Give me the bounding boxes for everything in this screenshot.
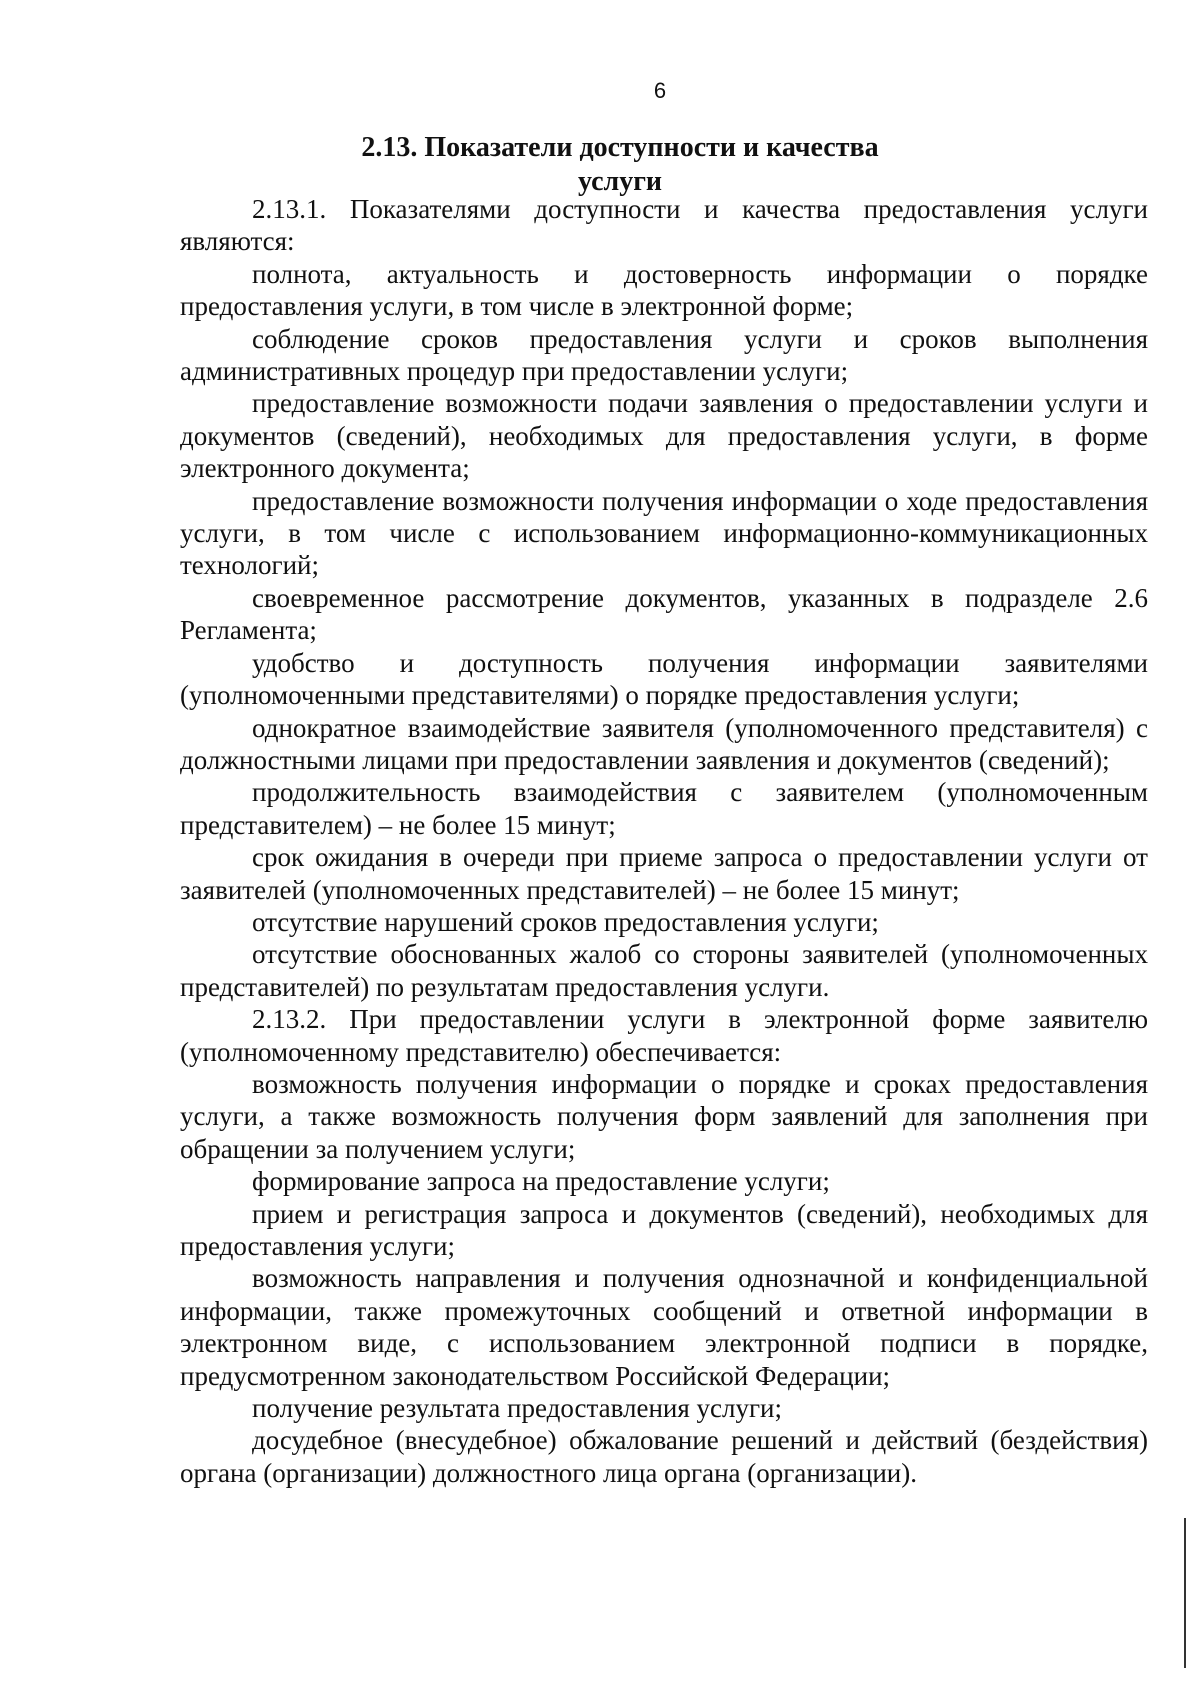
- paragraph: срок ожидания в очереди при приеме запроса о предоставлении услуги от заявителей (уполномоченных представителей) – не более 15 минут;: [180, 842, 1148, 905]
- section-title: 2.13. Показатели доступности и качества услуги: [361, 132, 879, 197]
- paragraph: предоставление возможности получения информации о ходе предоставления услуги, в том числе с использованием информационно-коммуникационных технологий;: [180, 485, 1148, 581]
- paragraph: 2.13.1. Показателями доступности и качества предоставления услуги являются:: [180, 194, 1148, 257]
- paragraph: соблюдение сроков предоставления услуги и сроков выполнения административных процедур при предоставлении услуги;: [180, 323, 1148, 387]
- paragraph: досудебное (внесудебное) обжалование решений и действий (бездействия) органа (организации) должностного лица органа (организации).: [180, 1425, 1148, 1488]
- document-body: [180, 193, 1148, 1489]
- paragraph: получение результата предоставления услуги;: [252, 1393, 783, 1424]
- paragraph: возможность направления и получения однозначной и конфиденциальной информации, также промежуточных сообщений и ответной информации в электронном виде, с использованием электронной подписи в порядке, предусмотренном законодательством Российской Федерации;: [180, 1263, 1148, 1391]
- paragraph: 2.13.2. При предоставлении услуги в электронной форме заявителю (уполномоченному представителю) обеспечивается:: [180, 1004, 1148, 1067]
- paragraph: продолжительность взаимодействия с заявителем (уполномоченным представителем) – не более 15 минут;: [180, 777, 1148, 840]
- paragraph: предоставление возможности подачи заявления о предоставлении услуги и документов (сведений), необходимых для предоставления услуги, в форме электронного документа;: [180, 388, 1148, 484]
- paragraph: прием и регистрация запроса и документов (сведений), необходимых для предоставления услуги;: [180, 1198, 1148, 1261]
- paragraph: своевременное рассмотрение документов, указанных в подразделе 2.6 Регламента;: [180, 582, 1148, 646]
- paragraph: отсутствие нарушений сроков предоставления услуги;: [252, 906, 879, 937]
- paragraph: удобство и доступность получения информации заявителями (уполномоченными представителями) о порядке предоставления услуги;: [180, 647, 1148, 711]
- paragraph: формирование запроса на предоставление услуги;: [252, 1166, 830, 1197]
- paragraph: однократное взаимодействие заявителя (уполномоченного представителя) с должностными лицами при предоставлении заявления и документов (сведений);: [180, 712, 1148, 775]
- paragraph: возможность получения информации о порядке и сроках предоставления услуги, а также возможность получения форм заявлений для заполнения при обращении за получением услуги;: [180, 1068, 1148, 1164]
- paragraph: отсутствие обоснованных жалоб со стороны заявителей (уполномоченных представителей) по результатам предоставления услуги.: [180, 939, 1148, 1002]
- scan-edge-line: [1184, 1518, 1186, 1668]
- paragraph: полнота, актуальность и достоверность информации о порядке предоставления услуги, в том числе в электронной форме;: [180, 258, 1148, 322]
- page-number: 6: [653, 78, 667, 103]
